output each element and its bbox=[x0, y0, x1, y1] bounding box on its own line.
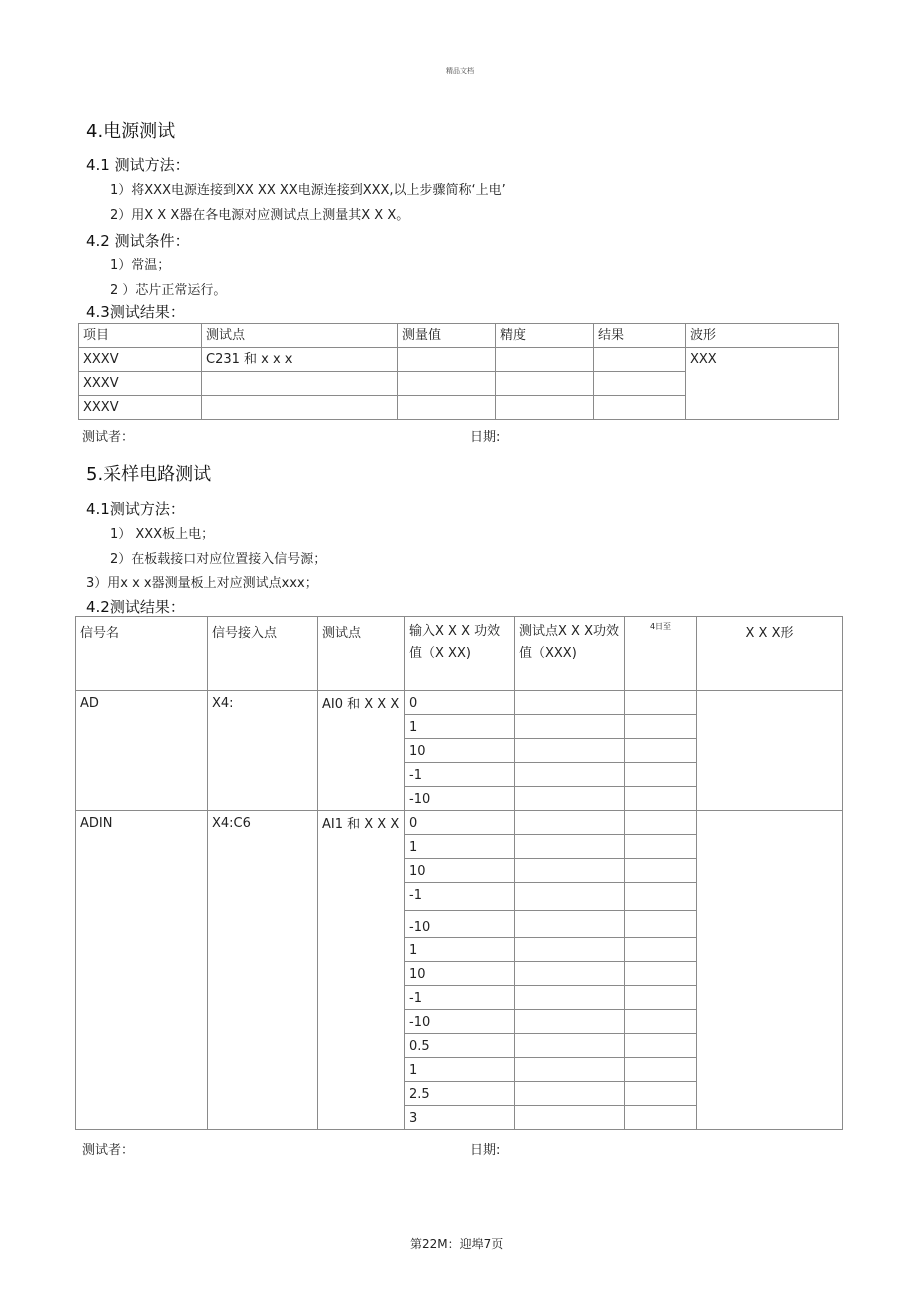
input-value-cell: -1 bbox=[405, 763, 515, 787]
input-value-cell: 10 bbox=[405, 962, 515, 986]
table-cell bbox=[625, 811, 697, 835]
table-cell bbox=[625, 1034, 697, 1058]
header-cell: 4日至 bbox=[625, 617, 697, 691]
table-cell bbox=[594, 396, 686, 420]
input-value-cell: -10 bbox=[405, 1010, 515, 1034]
table-cell bbox=[515, 883, 625, 911]
s5-date-label: 日期: bbox=[470, 1143, 501, 1158]
table-cell bbox=[496, 348, 594, 372]
header-cell: 项目 bbox=[79, 324, 202, 348]
s5-method-item-2: 2）在板载接口对应位置接入信号源； bbox=[110, 552, 327, 567]
section-5-title: 5.采样电路测试 bbox=[86, 464, 212, 485]
input-value-cell: 3 bbox=[405, 1106, 515, 1130]
waveform-cell bbox=[697, 811, 843, 1130]
table-cell bbox=[625, 835, 697, 859]
table-cell bbox=[515, 986, 625, 1010]
table-cell bbox=[515, 787, 625, 811]
section-4-title: 4.电源测试 bbox=[86, 121, 176, 142]
waveform-cell bbox=[697, 691, 843, 811]
table-cell bbox=[594, 348, 686, 372]
input-value-cell: 1 bbox=[405, 835, 515, 859]
table-cell: C231 和 x x x bbox=[202, 348, 398, 372]
header-cell: 信号名 bbox=[76, 617, 208, 691]
header-cell: X X X形 bbox=[697, 617, 843, 691]
table-cell bbox=[625, 691, 697, 715]
s4-cond-item-1: 1）常温； bbox=[110, 258, 171, 273]
table-cell bbox=[515, 962, 625, 986]
table-cell bbox=[625, 715, 697, 739]
table-cell bbox=[515, 1106, 625, 1130]
table-cell bbox=[496, 372, 594, 396]
test-point-cell: AI1 和 X X X bbox=[318, 811, 405, 1130]
header-cell: 精度 bbox=[496, 324, 594, 348]
input-value-cell: 0 bbox=[405, 691, 515, 715]
header-cell: 输入X X X 功效值（X XX) bbox=[405, 617, 515, 691]
page-footer: 第22M：迎埠7页 bbox=[410, 1237, 504, 1251]
table-cell bbox=[515, 1082, 625, 1106]
table-cell bbox=[515, 1058, 625, 1082]
header-cell: 信号接入点 bbox=[208, 617, 318, 691]
input-value-cell: -10 bbox=[405, 911, 515, 938]
input-value-cell: 0.5 bbox=[405, 1034, 515, 1058]
table-cell bbox=[515, 938, 625, 962]
header-cell: 结果 bbox=[594, 324, 686, 348]
signal-name-cell: ADIN bbox=[76, 811, 208, 1130]
input-value-cell: 10 bbox=[405, 739, 515, 763]
s4-date-label: 日期: bbox=[470, 430, 501, 445]
header-cell: 测试点 bbox=[318, 617, 405, 691]
table-cell bbox=[515, 1034, 625, 1058]
header-watermark: 精品文档 bbox=[446, 67, 474, 75]
table-cell bbox=[594, 372, 686, 396]
table-cell bbox=[625, 787, 697, 811]
input-value-cell: -1 bbox=[405, 986, 515, 1010]
table-row bbox=[76, 691, 843, 715]
table-cell bbox=[625, 859, 697, 883]
input-value-cell: 10 bbox=[405, 859, 515, 883]
table-cell bbox=[398, 372, 496, 396]
s4-cond-title: 4.2 测试条件： bbox=[86, 232, 190, 250]
s5-method-item-1: 1） XXX板上电； bbox=[110, 527, 215, 542]
table-cell bbox=[625, 1106, 697, 1130]
s4-method-item-2: 2）用X X X器在各电源对应测试点上测量其X X X。 bbox=[110, 208, 410, 223]
table-cell bbox=[398, 396, 496, 420]
table-cell bbox=[515, 763, 625, 787]
table-cell bbox=[625, 739, 697, 763]
table-cell bbox=[515, 739, 625, 763]
header-cell: 测量值 bbox=[398, 324, 496, 348]
s5-method-title: 4.1测试方法： bbox=[86, 500, 185, 518]
sampling-test-table bbox=[75, 616, 843, 1130]
table-header-row bbox=[76, 617, 843, 691]
table-cell bbox=[625, 911, 697, 938]
s4-cond-item-2: 2 ）芯片正常运行。 bbox=[110, 283, 227, 298]
input-value-cell: 0 bbox=[405, 811, 515, 835]
input-value-cell: 1 bbox=[405, 715, 515, 739]
table-cell bbox=[515, 859, 625, 883]
s5-tester-label: 测试者： bbox=[82, 1143, 135, 1158]
table-cell bbox=[398, 348, 496, 372]
signal-input-cell: X4: bbox=[208, 691, 318, 811]
table-cell bbox=[625, 962, 697, 986]
input-value-cell: -10 bbox=[405, 787, 515, 811]
s5-method-item-3: 3）用x x x器测量板上对应测试点xxx； bbox=[86, 576, 318, 591]
table-cell bbox=[515, 1010, 625, 1034]
s4-tester-label: 测试者： bbox=[82, 430, 135, 445]
table-row bbox=[79, 348, 839, 372]
table-cell bbox=[202, 396, 398, 420]
table-cell bbox=[496, 396, 594, 420]
table-cell: XXXV bbox=[79, 396, 202, 420]
input-value-cell: 1 bbox=[405, 938, 515, 962]
header-cell: 测试点 bbox=[202, 324, 398, 348]
table-cell: XXXV bbox=[79, 348, 202, 372]
table-cell bbox=[625, 938, 697, 962]
table-cell: XXXV bbox=[79, 372, 202, 396]
table-cell bbox=[625, 763, 697, 787]
s4-result-title: 4.3测试结果： bbox=[86, 303, 185, 321]
s4-method-item-1: 1）将XXX电源连接到XX XX XX电源连接到XXX,以上步骤简称‘上电’ bbox=[110, 183, 506, 198]
table-cell bbox=[202, 372, 398, 396]
table-cell bbox=[515, 835, 625, 859]
table-row bbox=[76, 811, 843, 835]
table-cell bbox=[515, 715, 625, 739]
table-cell bbox=[625, 1082, 697, 1106]
test-point-cell: AI0 和 X X X bbox=[318, 691, 405, 811]
table-cell bbox=[515, 691, 625, 715]
table-cell bbox=[625, 1058, 697, 1082]
table-cell bbox=[515, 811, 625, 835]
table-header-row bbox=[79, 324, 839, 348]
table-cell bbox=[625, 1010, 697, 1034]
input-value-cell: 2.5 bbox=[405, 1082, 515, 1106]
s5-result-title: 4.2测试结果： bbox=[86, 598, 185, 616]
s4-method-title: 4.1 测试方法： bbox=[86, 156, 190, 174]
table-cell bbox=[515, 911, 625, 938]
waveform-cell: XXX bbox=[686, 348, 839, 420]
input-value-cell: 1 bbox=[405, 1058, 515, 1082]
header-cell: 波形 bbox=[686, 324, 839, 348]
input-value-cell: -1 bbox=[405, 883, 515, 911]
table-cell bbox=[625, 986, 697, 1010]
table-cell bbox=[625, 883, 697, 911]
signal-input-cell: X4:C6 bbox=[208, 811, 318, 1130]
signal-name-cell: AD bbox=[76, 691, 208, 811]
power-test-table bbox=[78, 323, 839, 420]
header-cell: 测试点X X X功效值（XXX) bbox=[515, 617, 625, 691]
